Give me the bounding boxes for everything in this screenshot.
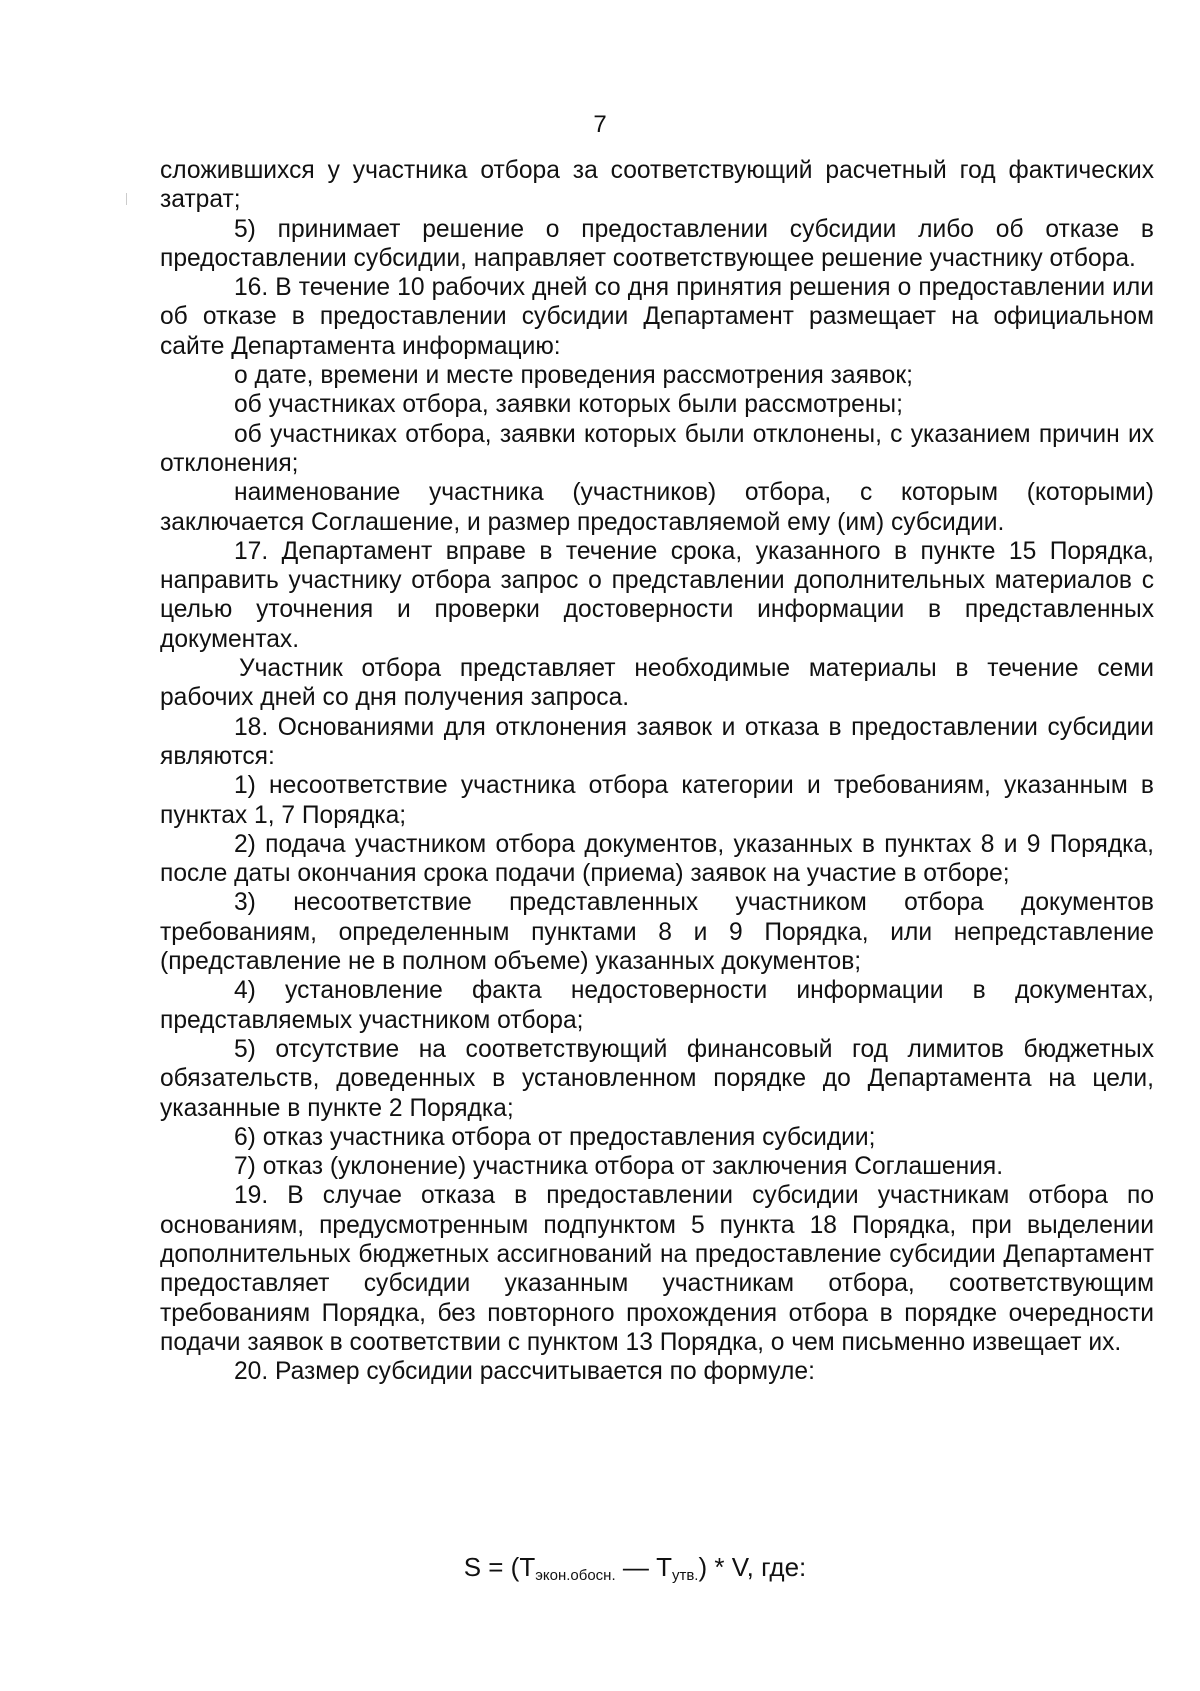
paragraph: 18. Основаниями для отклонения заявок и отказа в предоставлении субсидии являются: — [160, 713, 1154, 770]
paragraph: 5) принимает решение о предоставлении субсидии либо об отказе в предоставлении субсидии, направляет соответствующее решение участнику отбора. — [160, 215, 1154, 272]
paragraph: 6) отказ участника отбора от предоставления субсидии; — [234, 1123, 876, 1151]
document-body — [160, 156, 1154, 1386]
formula-rhs: ) * V, где: — [698, 1552, 807, 1582]
paragraph: 20. Размер субсидии рассчитывается по формуле: — [234, 1358, 815, 1386]
paragraph: 5) отсутствие на соответствующий финансовый год лимитов бюджетных обязательств, доведенных в установленном порядке до Департамента на цели, указанные в пункте 2 Порядка; — [160, 1035, 1154, 1122]
paragraph: сложившихся у участника отбора за соответствующий расчетный год фактических затрат; — [160, 157, 1154, 214]
formula-minus: — Т — [615, 1552, 672, 1582]
paragraph: об участниках отбора, заявки которых были отклонены, с указанием причин их отклонения; — [160, 420, 1154, 477]
paragraph: об участниках отбора, заявки которых были рассмотрены; — [234, 391, 903, 419]
paragraph: Участник отбора представляет необходимые материалы в течение семи рабочих дней со дня получения запроса. — [160, 655, 1154, 712]
subsidy-formula — [0, 1552, 1200, 1591]
paragraph: 19. В случае отказа в предоставлении субсидии участникам отбора по основаниям, предусмотренным подпунктом 5 пункта 18 Порядка, при выделении дополнительных бюджетных ассигнований на предоставление субсидии Департамент предоставляет субсидии указанным участникам отбора, соответствующим требованиям Порядка, без повторного прохождения отбора в порядке очередности подачи заявок в соответствии с пунктом 13 Порядка, о чем письменно извещает их. — [160, 1182, 1154, 1356]
formula-subscript-approved: утв. — [671, 1567, 699, 1584]
paragraph: о дате, времени и месте проведения рассмотрения заявок; — [234, 362, 913, 390]
formula-lhs: S = (Т — [463, 1552, 536, 1582]
paragraph: 1) несоответствие участника отбора категории и требованиям, указанным в пунктах 1, 7 Порядка; — [160, 772, 1154, 829]
paragraph: 4) установление факта недостоверности информации в документах, представляемых участником отбора; — [160, 977, 1154, 1034]
paragraph: 16. В течение 10 рабочих дней со дня принятия решения о предоставлении или об отказе в предоставлении субсидии Департамент размещает на официальном сайте Департамента информацию: — [160, 274, 1154, 360]
paragraph: наименование участника (участников) отбора, с которым (которыми) заключается Соглашение, и размер предоставляемой ему (им) субсидии. — [160, 479, 1154, 536]
page-number: 7 — [593, 111, 607, 138]
paragraph: 3) несоответствие представленных участником отбора документов требованиям, определенным пунктами 8 и 9 Порядка, или непредставление (представление не в полном объеме) указанных документов; — [160, 889, 1154, 976]
paragraph: 17. Департамент вправе в течение срока, указанного в пункте 15 Порядка, направить участнику отбора запрос о представлении дополнительных материалов с целью уточнения и проверки достоверности информации в представленных документах. — [160, 537, 1154, 653]
scan-artifact — [126, 193, 127, 205]
formula-subscript-econ: экон.обосн. — [535, 1567, 616, 1584]
paragraph: 2) подача участником отбора документов, указанных в пунктах 8 и 9 Порядка, после даты окончания срока подачи (приема) заявок на участие в отборе; — [160, 830, 1154, 888]
paragraph: 7) отказ (уклонение) участника отбора от заключения Соглашения. — [234, 1153, 1004, 1181]
